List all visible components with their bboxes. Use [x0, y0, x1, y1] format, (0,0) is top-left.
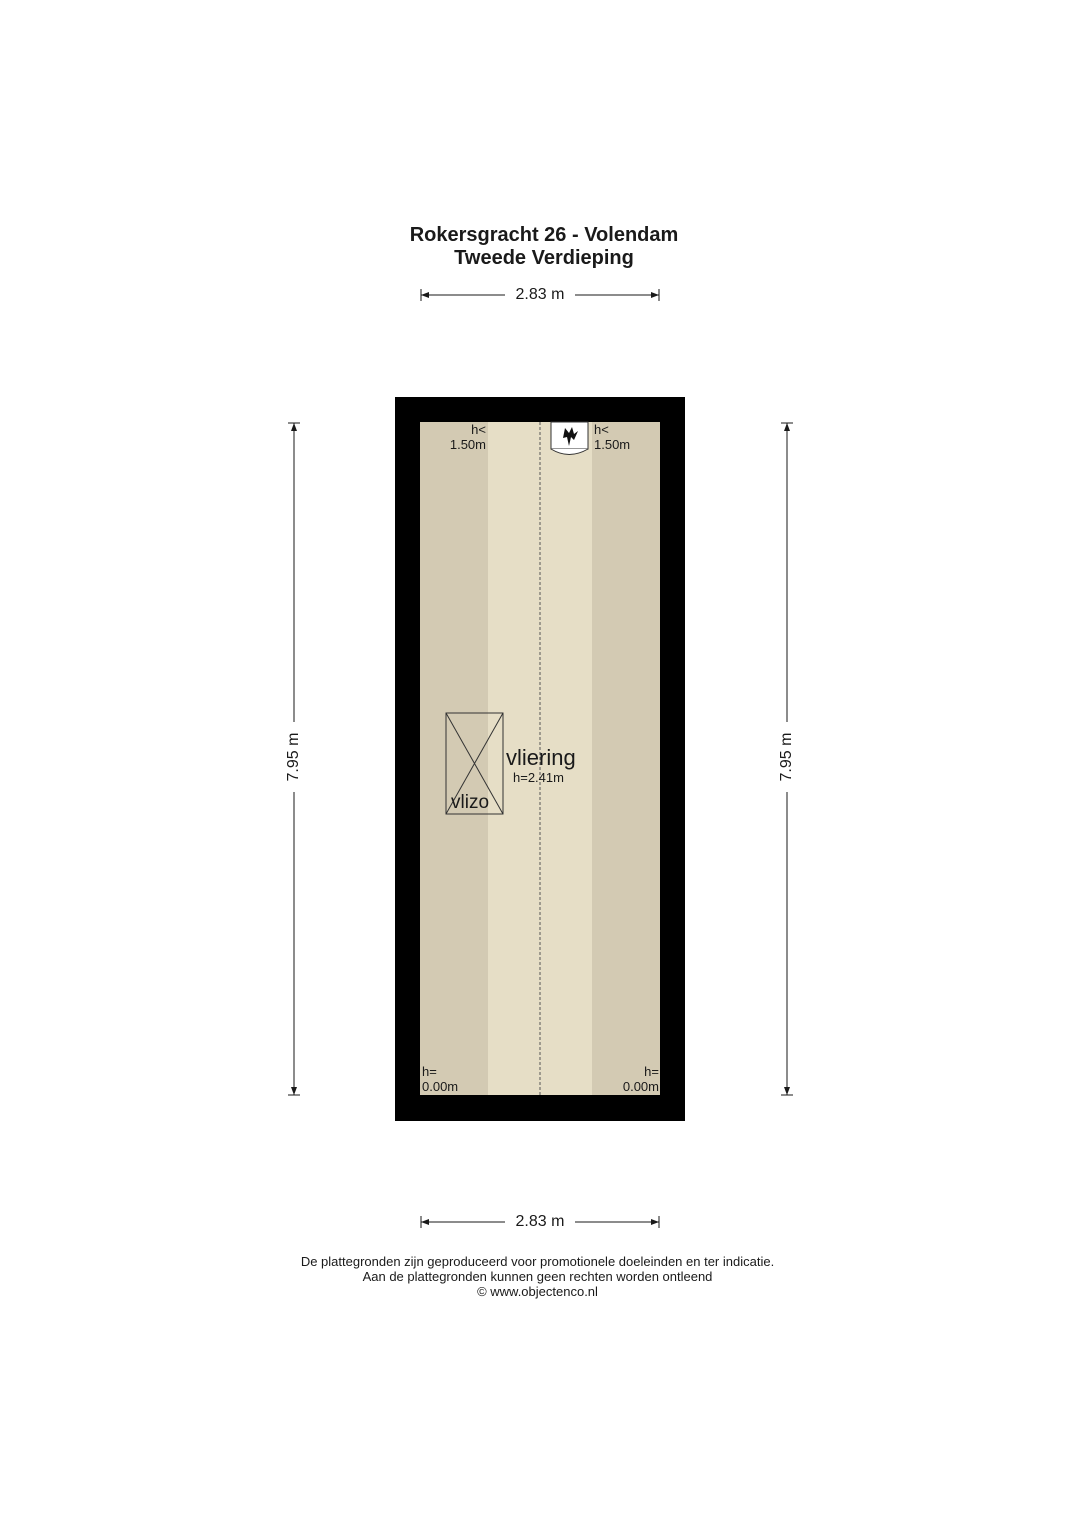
floor-low-right — [592, 422, 660, 1095]
room-name: vliering — [506, 745, 576, 770]
height-note-bottom-right — [590, 1064, 659, 1094]
length-label-right: 7.95 m — [778, 722, 796, 792]
room-height: h=2.41m — [513, 770, 564, 785]
disclaimer-line-1: De plattegronden zijn geproduceerd voor promotionele doeleinden en ter indicatie. — [300, 1254, 775, 1269]
height-note-value: 1.50m — [449, 437, 486, 452]
copyright-line: © www.objectenco.nl — [477, 1284, 598, 1299]
height-note-value: 0.00m — [422, 1079, 459, 1094]
height-note-top-right — [594, 422, 630, 452]
roof-window-icon — [551, 422, 588, 455]
height-note-top-left — [420, 422, 486, 452]
floor-name: Tweede Verdieping — [454, 247, 634, 269]
length-label-left: 7.95 m — [285, 722, 303, 792]
height-note-prefix: h= — [644, 1064, 659, 1079]
width-label-bottom: 2.83 m — [505, 1213, 575, 1231]
width-label-top: 2.83 m — [505, 286, 575, 304]
height-note-prefix: h< — [471, 422, 486, 437]
height-note-prefix: h= — [422, 1064, 437, 1079]
height-note-value: 1.50m — [594, 437, 631, 452]
height-note-prefix: h< — [594, 422, 609, 437]
height-note-value: 0.00m — [622, 1079, 659, 1094]
plan-title: Rokersgracht 26 - Volendam — [409, 224, 679, 246]
hatch-label: vlizo — [451, 792, 490, 813]
disclaimer-line-2: Aan de plattegronden kunnen geen rechten worden ontleend — [362, 1269, 713, 1284]
height-note-bottom-left — [422, 1064, 458, 1094]
